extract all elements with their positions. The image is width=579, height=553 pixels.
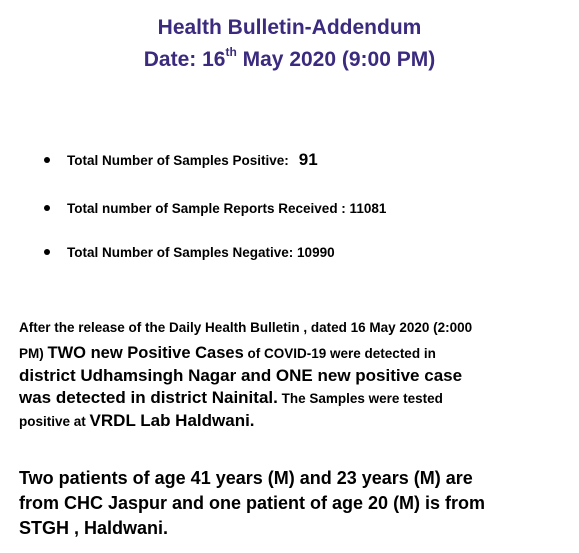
received-label: Total number of Sample Reports Received : 11081 (67, 201, 387, 216)
list-item-positive (44, 150, 318, 170)
paragraph-line: district Udhamsingh Nagar and ONE new positive case (19, 366, 463, 385)
text-fragment: VRDL Lab Haldwani. (89, 411, 255, 430)
update-paragraph (19, 317, 574, 433)
paragraph-line: Two patients of age 41 years (M) and 23 years (M) are (19, 468, 473, 488)
paragraph-line: After the release of the Daily Health Bulletin , dated 16 May 2020 (2:000 (19, 320, 473, 335)
bullet-dot-icon (44, 249, 50, 255)
list-item-negative (44, 245, 335, 260)
bullet-dot-icon (44, 157, 50, 163)
paragraph-line (19, 410, 574, 433)
list-item-received (44, 201, 386, 216)
bulletin-title: Health Bulletin-Addendum (157, 16, 422, 39)
positive-value: 91 (298, 150, 318, 169)
positive-label: Total Number of Samples Positive: (67, 153, 289, 168)
paragraph-line: from CHC Jaspur and one patient of age 20 (M) is from (19, 493, 486, 513)
text-fragment: The Samples were tested (281, 391, 443, 406)
paragraph-line (19, 342, 574, 365)
text-fragment: PM) (19, 346, 44, 361)
bulletin-date (0, 47, 579, 72)
date-suffix: May 2020 (9:00 PM) (236, 48, 436, 71)
negative-label: Total Number of Samples Negative: 10990 (67, 245, 335, 260)
text-fragment: of COVID-19 were detected in (247, 346, 436, 361)
text-fragment: was detected in district Nainital. (19, 388, 278, 407)
paragraph-line (19, 387, 574, 410)
patients-paragraph (19, 466, 574, 541)
date-ordinal: th (225, 45, 237, 59)
paragraph-line: STGH , Haldwani. (19, 518, 169, 538)
bullet-dot-icon (44, 205, 50, 211)
date-prefix: Date: 16 (143, 48, 226, 71)
text-fragment: positive at (19, 414, 86, 429)
text-fragment: TWO new Positive Cases (47, 344, 244, 362)
